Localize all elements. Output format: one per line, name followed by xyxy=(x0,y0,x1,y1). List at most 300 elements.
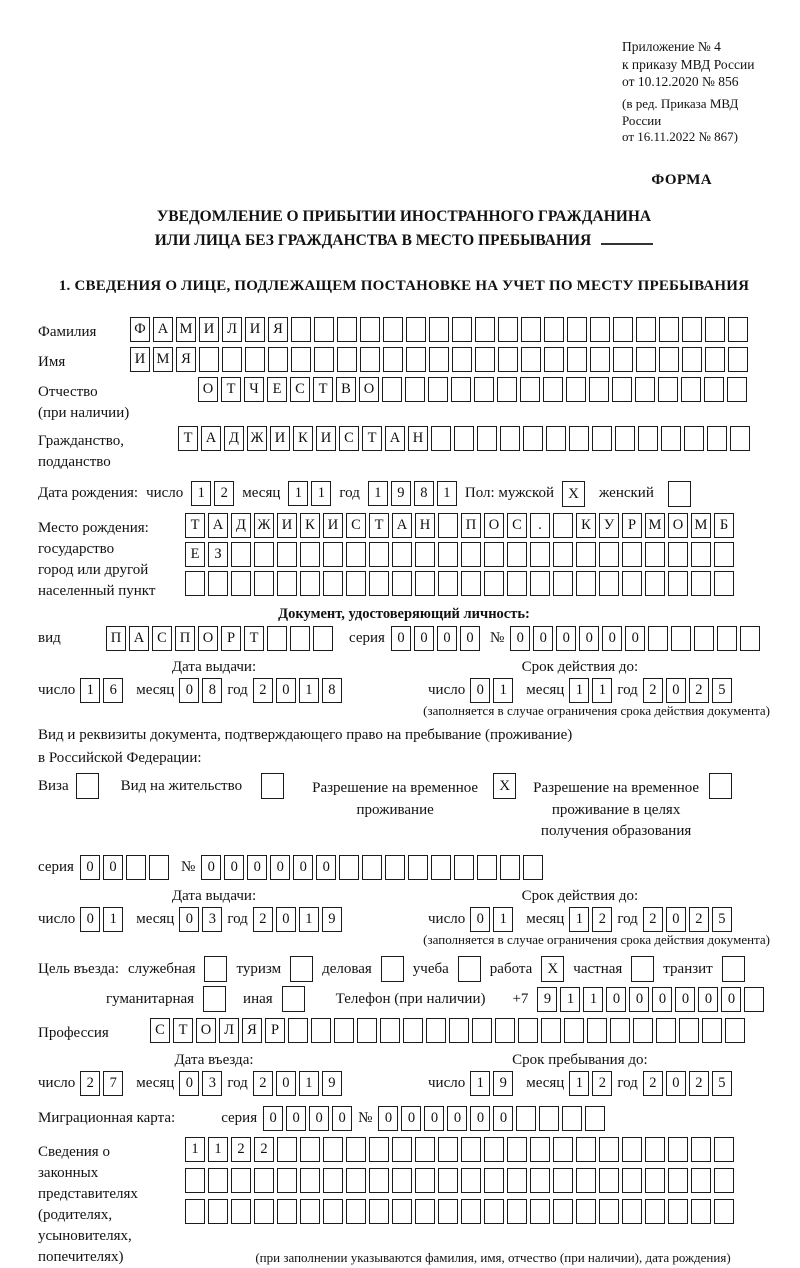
char-cell[interactable] xyxy=(415,1137,435,1162)
char-cell[interactable] xyxy=(702,1018,722,1043)
char-cell[interactable]: 1 xyxy=(569,1071,589,1096)
char-cell[interactable]: О xyxy=(668,513,688,538)
char-cell[interactable] xyxy=(636,347,656,372)
char-cell[interactable] xyxy=(691,571,711,596)
char-cell[interactable]: Я xyxy=(268,317,288,342)
char-cell[interactable]: И xyxy=(277,513,297,538)
purpose-business-checkbox[interactable] xyxy=(381,956,404,982)
sex-male-checkbox[interactable]: X xyxy=(562,481,585,507)
char-cell[interactable] xyxy=(744,987,764,1012)
char-cell[interactable]: 3 xyxy=(202,907,222,932)
char-cell[interactable] xyxy=(346,571,366,596)
char-cell[interactable]: О xyxy=(196,1018,216,1043)
char-cell[interactable] xyxy=(392,571,412,596)
char-cell[interactable] xyxy=(362,855,382,880)
char-cell[interactable] xyxy=(635,377,655,402)
char-cell[interactable] xyxy=(334,1018,354,1043)
char-cell[interactable]: 1 xyxy=(208,1137,228,1162)
char-cell[interactable] xyxy=(461,1199,481,1224)
char-cell[interactable]: Р xyxy=(622,513,642,538)
char-cell[interactable] xyxy=(254,1168,274,1193)
char-cell[interactable]: 2 xyxy=(214,481,234,506)
char-cell[interactable] xyxy=(369,542,389,567)
char-cell[interactable] xyxy=(277,1199,297,1224)
char-cell[interactable] xyxy=(497,377,517,402)
char-cell[interactable] xyxy=(684,426,704,451)
char-cell[interactable]: М xyxy=(645,513,665,538)
char-cell[interactable]: Т xyxy=(362,426,382,451)
char-cell[interactable]: А xyxy=(392,513,412,538)
char-cell[interactable] xyxy=(668,571,688,596)
char-cell[interactable]: 1 xyxy=(470,1071,490,1096)
char-cell[interactable] xyxy=(346,1137,366,1162)
char-cell[interactable] xyxy=(337,347,357,372)
char-cell[interactable]: К xyxy=(293,426,313,451)
purpose-business-trip-checkbox[interactable] xyxy=(204,956,227,982)
char-cell[interactable] xyxy=(346,1168,366,1193)
char-cell[interactable] xyxy=(415,1199,435,1224)
char-cell[interactable] xyxy=(300,571,320,596)
char-cell[interactable]: 7 xyxy=(103,1071,123,1096)
char-cell[interactable]: 0 xyxy=(629,987,649,1012)
char-cell[interactable] xyxy=(323,542,343,567)
char-cell[interactable] xyxy=(185,1168,205,1193)
char-cell[interactable] xyxy=(691,1199,711,1224)
char-cell[interactable] xyxy=(415,571,435,596)
char-cell[interactable] xyxy=(516,1106,536,1131)
char-cell[interactable]: М xyxy=(691,513,711,538)
char-cell[interactable] xyxy=(438,1168,458,1193)
char-cell[interactable] xyxy=(477,426,497,451)
char-cell[interactable] xyxy=(438,542,458,567)
char-cell[interactable] xyxy=(645,571,665,596)
char-cell[interactable]: Д xyxy=(231,513,251,538)
char-cell[interactable] xyxy=(714,542,734,567)
char-cell[interactable]: 0 xyxy=(286,1106,306,1131)
char-cell[interactable] xyxy=(599,1137,619,1162)
char-cell[interactable]: А xyxy=(201,426,221,451)
char-cell[interactable] xyxy=(346,542,366,567)
char-cell[interactable] xyxy=(728,317,748,342)
visa-checkbox[interactable] xyxy=(76,773,99,799)
char-cell[interactable]: С xyxy=(152,626,172,651)
char-cell[interactable] xyxy=(323,571,343,596)
char-cell[interactable] xyxy=(254,1199,274,1224)
char-cell[interactable] xyxy=(300,542,320,567)
char-cell[interactable]: Т xyxy=(221,377,241,402)
char-cell[interactable]: 0 xyxy=(276,678,296,703)
char-cell[interactable] xyxy=(564,1018,584,1043)
char-cell[interactable]: Б xyxy=(714,513,734,538)
char-cell[interactable] xyxy=(500,426,520,451)
char-cell[interactable] xyxy=(576,542,596,567)
char-cell[interactable] xyxy=(530,542,550,567)
char-cell[interactable]: Л xyxy=(222,317,242,342)
char-cell[interactable]: 0 xyxy=(602,626,622,651)
char-cell[interactable] xyxy=(208,1168,228,1193)
char-cell[interactable]: Я xyxy=(176,347,196,372)
char-cell[interactable] xyxy=(520,377,540,402)
char-cell[interactable]: С xyxy=(346,513,366,538)
char-cell[interactable] xyxy=(730,426,750,451)
char-cell[interactable] xyxy=(254,542,274,567)
char-cell[interactable] xyxy=(369,1168,389,1193)
char-cell[interactable] xyxy=(615,426,635,451)
char-cell[interactable] xyxy=(337,317,357,342)
purpose-transit-checkbox[interactable] xyxy=(722,956,745,982)
char-cell[interactable]: 0 xyxy=(470,1106,490,1131)
char-cell[interactable]: Е xyxy=(267,377,287,402)
char-cell[interactable]: 9 xyxy=(322,1071,342,1096)
char-cell[interactable] xyxy=(454,426,474,451)
char-cell[interactable] xyxy=(636,317,656,342)
char-cell[interactable]: П xyxy=(461,513,481,538)
char-cell[interactable] xyxy=(438,1199,458,1224)
char-cell[interactable]: 0 xyxy=(293,855,313,880)
char-cell[interactable] xyxy=(231,542,251,567)
char-cell[interactable] xyxy=(484,1137,504,1162)
char-cell[interactable]: 0 xyxy=(666,678,686,703)
char-cell[interactable] xyxy=(415,1168,435,1193)
char-cell[interactable]: Т xyxy=(173,1018,193,1043)
char-cell[interactable] xyxy=(392,1137,412,1162)
char-cell[interactable] xyxy=(622,1168,642,1193)
char-cell[interactable]: 0 xyxy=(666,1071,686,1096)
char-cell[interactable]: 0 xyxy=(276,1071,296,1096)
char-cell[interactable] xyxy=(694,626,714,651)
char-cell[interactable] xyxy=(475,347,495,372)
char-cell[interactable] xyxy=(406,317,426,342)
char-cell[interactable]: 1 xyxy=(493,907,513,932)
char-cell[interactable] xyxy=(707,426,727,451)
char-cell[interactable]: 1 xyxy=(368,481,388,506)
char-cell[interactable] xyxy=(498,347,518,372)
char-cell[interactable]: С xyxy=(150,1018,170,1043)
char-cell[interactable]: 1 xyxy=(569,907,589,932)
char-cell[interactable] xyxy=(300,1137,320,1162)
char-cell[interactable] xyxy=(288,1018,308,1043)
temp-residence-checkbox[interactable]: X xyxy=(493,773,516,799)
char-cell[interactable] xyxy=(383,317,403,342)
char-cell[interactable] xyxy=(484,542,504,567)
char-cell[interactable] xyxy=(668,1199,688,1224)
char-cell[interactable] xyxy=(475,317,495,342)
char-cell[interactable] xyxy=(530,1168,550,1193)
char-cell[interactable] xyxy=(576,1168,596,1193)
char-cell[interactable] xyxy=(562,1106,582,1131)
char-cell[interactable] xyxy=(507,571,527,596)
education-residence-checkbox[interactable] xyxy=(709,773,732,799)
char-cell[interactable] xyxy=(656,1018,676,1043)
char-cell[interactable] xyxy=(530,1199,550,1224)
char-cell[interactable] xyxy=(740,626,760,651)
char-cell[interactable] xyxy=(339,855,359,880)
char-cell[interactable] xyxy=(472,1018,492,1043)
char-cell[interactable] xyxy=(392,1168,412,1193)
char-cell[interactable] xyxy=(408,855,428,880)
char-cell[interactable] xyxy=(185,571,205,596)
char-cell[interactable] xyxy=(438,571,458,596)
char-cell[interactable]: П xyxy=(175,626,195,651)
char-cell[interactable]: 0 xyxy=(424,1106,444,1131)
char-cell[interactable] xyxy=(452,347,472,372)
char-cell[interactable]: И xyxy=(316,426,336,451)
char-cell[interactable]: 0 xyxy=(625,626,645,651)
char-cell[interactable]: 1 xyxy=(299,907,319,932)
purpose-private-checkbox[interactable] xyxy=(631,956,654,982)
purpose-humanitarian-checkbox[interactable] xyxy=(203,986,226,1012)
char-cell[interactable]: 0 xyxy=(316,855,336,880)
char-cell[interactable] xyxy=(291,317,311,342)
char-cell[interactable]: 0 xyxy=(470,678,490,703)
char-cell[interactable]: О xyxy=(198,626,218,651)
char-cell[interactable] xyxy=(659,317,679,342)
char-cell[interactable] xyxy=(610,1018,630,1043)
char-cell[interactable]: 1 xyxy=(437,481,457,506)
char-cell[interactable]: 5 xyxy=(712,678,732,703)
char-cell[interactable]: 0 xyxy=(460,626,480,651)
char-cell[interactable]: И xyxy=(199,317,219,342)
char-cell[interactable]: 1 xyxy=(288,481,308,506)
char-cell[interactable] xyxy=(553,1168,573,1193)
char-cell[interactable] xyxy=(311,1018,331,1043)
char-cell[interactable] xyxy=(576,1199,596,1224)
char-cell[interactable]: 0 xyxy=(437,626,457,651)
char-cell[interactable]: 1 xyxy=(103,907,123,932)
char-cell[interactable]: 1 xyxy=(560,987,580,1012)
char-cell[interactable] xyxy=(590,347,610,372)
char-cell[interactable]: 1 xyxy=(191,481,211,506)
char-cell[interactable] xyxy=(498,317,518,342)
char-cell[interactable] xyxy=(544,317,564,342)
char-cell[interactable] xyxy=(691,1168,711,1193)
char-cell[interactable]: . xyxy=(530,513,550,538)
char-cell[interactable] xyxy=(426,1018,446,1043)
char-cell[interactable] xyxy=(518,1018,538,1043)
char-cell[interactable]: 0 xyxy=(414,626,434,651)
char-cell[interactable]: М xyxy=(176,317,196,342)
char-cell[interactable]: 0 xyxy=(401,1106,421,1131)
char-cell[interactable] xyxy=(599,1168,619,1193)
char-cell[interactable]: П xyxy=(106,626,126,651)
char-cell[interactable] xyxy=(705,347,725,372)
char-cell[interactable] xyxy=(461,1168,481,1193)
char-cell[interactable] xyxy=(323,1168,343,1193)
char-cell[interactable]: 0 xyxy=(606,987,626,1012)
char-cell[interactable]: 2 xyxy=(592,907,612,932)
char-cell[interactable]: 0 xyxy=(391,626,411,651)
char-cell[interactable]: 9 xyxy=(391,481,411,506)
char-cell[interactable] xyxy=(714,571,734,596)
char-cell[interactable] xyxy=(599,1199,619,1224)
char-cell[interactable]: Н xyxy=(408,426,428,451)
purpose-tourism-checkbox[interactable] xyxy=(290,956,313,982)
char-cell[interactable]: Р xyxy=(221,626,241,651)
char-cell[interactable] xyxy=(277,542,297,567)
char-cell[interactable] xyxy=(385,855,405,880)
char-cell[interactable]: Т xyxy=(178,426,198,451)
char-cell[interactable]: З xyxy=(208,542,228,567)
char-cell[interactable] xyxy=(543,377,563,402)
char-cell[interactable] xyxy=(622,1137,642,1162)
char-cell[interactable] xyxy=(438,1137,458,1162)
char-cell[interactable] xyxy=(592,426,612,451)
char-cell[interactable] xyxy=(576,571,596,596)
char-cell[interactable] xyxy=(671,626,691,651)
char-cell[interactable] xyxy=(523,426,543,451)
sex-female-checkbox[interactable] xyxy=(668,481,691,507)
char-cell[interactable] xyxy=(714,1199,734,1224)
char-cell[interactable]: 2 xyxy=(643,678,663,703)
char-cell[interactable] xyxy=(149,855,169,880)
char-cell[interactable] xyxy=(231,1199,251,1224)
char-cell[interactable]: А xyxy=(153,317,173,342)
char-cell[interactable]: 0 xyxy=(80,855,100,880)
char-cell[interactable]: 0 xyxy=(579,626,599,651)
char-cell[interactable] xyxy=(500,855,520,880)
char-cell[interactable]: 8 xyxy=(322,678,342,703)
char-cell[interactable] xyxy=(682,317,702,342)
char-cell[interactable] xyxy=(507,1199,527,1224)
char-cell[interactable]: 8 xyxy=(202,678,222,703)
char-cell[interactable] xyxy=(268,347,288,372)
char-cell[interactable]: 0 xyxy=(332,1106,352,1131)
char-cell[interactable] xyxy=(691,542,711,567)
char-cell[interactable]: В xyxy=(336,377,356,402)
char-cell[interactable]: 2 xyxy=(592,1071,612,1096)
char-cell[interactable] xyxy=(633,1018,653,1043)
char-cell[interactable] xyxy=(553,542,573,567)
char-cell[interactable]: А xyxy=(129,626,149,651)
char-cell[interactable]: О xyxy=(198,377,218,402)
char-cell[interactable] xyxy=(360,347,380,372)
char-cell[interactable]: 0 xyxy=(201,855,221,880)
char-cell[interactable] xyxy=(622,542,642,567)
char-cell[interactable]: Д xyxy=(224,426,244,451)
char-cell[interactable]: 0 xyxy=(556,626,576,651)
char-cell[interactable]: 1 xyxy=(299,678,319,703)
char-cell[interactable] xyxy=(539,1106,559,1131)
char-cell[interactable] xyxy=(277,1137,297,1162)
char-cell[interactable]: 0 xyxy=(309,1106,329,1131)
char-cell[interactable]: 1 xyxy=(80,678,100,703)
char-cell[interactable]: Т xyxy=(244,626,264,651)
char-cell[interactable] xyxy=(645,542,665,567)
char-cell[interactable] xyxy=(576,1137,596,1162)
char-cell[interactable]: 0 xyxy=(533,626,553,651)
char-cell[interactable] xyxy=(507,1168,527,1193)
char-cell[interactable] xyxy=(245,347,265,372)
char-cell[interactable] xyxy=(585,1106,605,1131)
char-cell[interactable]: Т xyxy=(369,513,389,538)
char-cell[interactable] xyxy=(613,317,633,342)
char-cell[interactable]: 0 xyxy=(179,678,199,703)
char-cell[interactable] xyxy=(208,1199,228,1224)
char-cell[interactable]: 2 xyxy=(253,1071,273,1096)
char-cell[interactable] xyxy=(474,377,494,402)
char-cell[interactable]: 0 xyxy=(698,987,718,1012)
char-cell[interactable]: И xyxy=(245,317,265,342)
char-cell[interactable] xyxy=(461,1137,481,1162)
char-cell[interactable] xyxy=(638,426,658,451)
char-cell[interactable] xyxy=(661,426,681,451)
char-cell[interactable]: 0 xyxy=(666,907,686,932)
char-cell[interactable]: 0 xyxy=(721,987,741,1012)
char-cell[interactable]: Ф xyxy=(130,317,150,342)
char-cell[interactable]: 0 xyxy=(179,907,199,932)
char-cell[interactable] xyxy=(541,1018,561,1043)
char-cell[interactable]: 0 xyxy=(470,907,490,932)
char-cell[interactable] xyxy=(612,377,632,402)
char-cell[interactable]: Я xyxy=(242,1018,262,1043)
char-cell[interactable] xyxy=(553,1137,573,1162)
char-cell[interactable] xyxy=(185,1199,205,1224)
char-cell[interactable] xyxy=(392,1199,412,1224)
char-cell[interactable] xyxy=(521,317,541,342)
residence-permit-checkbox[interactable] xyxy=(261,773,284,799)
char-cell[interactable]: 3 xyxy=(202,1071,222,1096)
purpose-study-checkbox[interactable] xyxy=(458,956,481,982)
char-cell[interactable]: О xyxy=(484,513,504,538)
char-cell[interactable]: 1 xyxy=(185,1137,205,1162)
char-cell[interactable] xyxy=(659,347,679,372)
char-cell[interactable] xyxy=(314,317,334,342)
char-cell[interactable] xyxy=(714,1168,734,1193)
char-cell[interactable] xyxy=(521,347,541,372)
char-cell[interactable] xyxy=(431,426,451,451)
char-cell[interactable]: 0 xyxy=(675,987,695,1012)
char-cell[interactable]: И xyxy=(270,426,290,451)
char-cell[interactable] xyxy=(392,542,412,567)
char-cell[interactable] xyxy=(429,317,449,342)
char-cell[interactable] xyxy=(613,347,633,372)
char-cell[interactable] xyxy=(382,377,402,402)
char-cell[interactable]: 2 xyxy=(689,678,709,703)
char-cell[interactable]: 2 xyxy=(689,1071,709,1096)
char-cell[interactable]: 2 xyxy=(253,907,273,932)
char-cell[interactable]: 0 xyxy=(652,987,672,1012)
char-cell[interactable] xyxy=(681,377,701,402)
char-cell[interactable] xyxy=(495,1018,515,1043)
char-cell[interactable] xyxy=(566,377,586,402)
char-cell[interactable] xyxy=(507,1137,527,1162)
char-cell[interactable] xyxy=(691,1137,711,1162)
char-cell[interactable]: Ч xyxy=(244,377,264,402)
char-cell[interactable] xyxy=(449,1018,469,1043)
char-cell[interactable] xyxy=(126,855,146,880)
char-cell[interactable] xyxy=(682,347,702,372)
char-cell[interactable]: 1 xyxy=(493,678,513,703)
char-cell[interactable]: 2 xyxy=(643,907,663,932)
char-cell[interactable] xyxy=(403,1018,423,1043)
char-cell[interactable] xyxy=(645,1168,665,1193)
char-cell[interactable] xyxy=(645,1199,665,1224)
char-cell[interactable] xyxy=(277,571,297,596)
char-cell[interactable] xyxy=(553,571,573,596)
char-cell[interactable]: 0 xyxy=(378,1106,398,1131)
char-cell[interactable]: 2 xyxy=(253,678,273,703)
char-cell[interactable] xyxy=(431,855,451,880)
purpose-other-checkbox[interactable] xyxy=(282,986,305,1012)
char-cell[interactable] xyxy=(590,317,610,342)
char-cell[interactable]: 2 xyxy=(80,1071,100,1096)
char-cell[interactable] xyxy=(451,377,471,402)
char-cell[interactable] xyxy=(523,855,543,880)
char-cell[interactable] xyxy=(567,347,587,372)
char-cell[interactable]: И xyxy=(323,513,343,538)
char-cell[interactable] xyxy=(668,1137,688,1162)
char-cell[interactable] xyxy=(300,1168,320,1193)
